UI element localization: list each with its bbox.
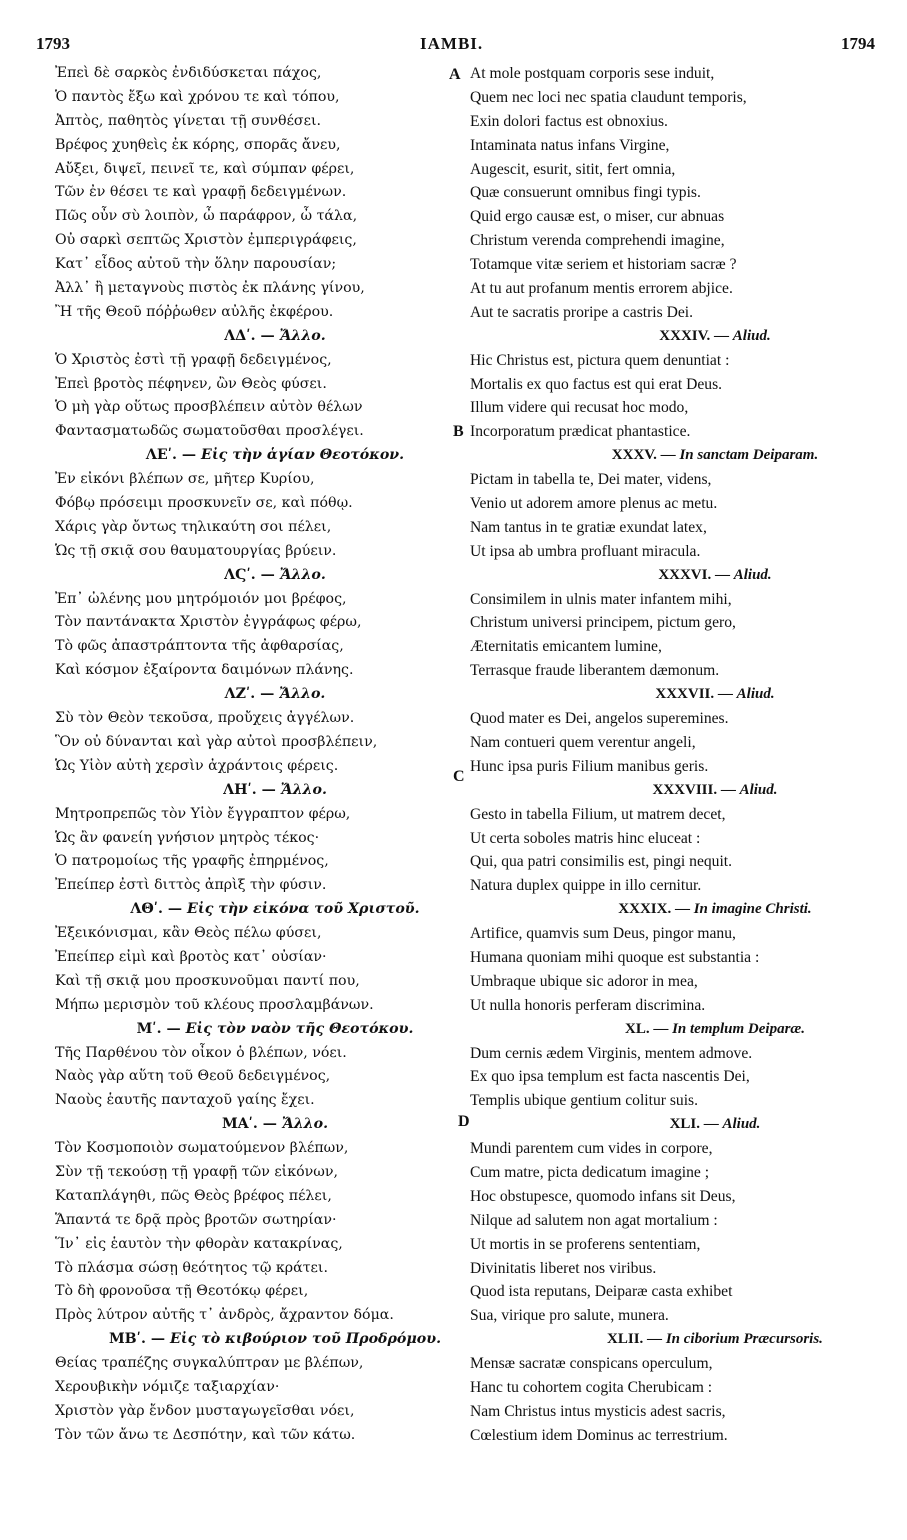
greek-verse-line: Ἀπτὸς, παθητὸς γίνεται τῇ συνθέσει. xyxy=(55,112,322,129)
greek-verse-line: Φαντασματωδῶς σωματοῦσθαι προσλέγει. xyxy=(55,423,364,440)
greek-heading xyxy=(55,779,445,803)
latin-verse-line: Cum matre, picta dedicatum imagine ; xyxy=(470,1163,710,1181)
heading-title: Εἰς τὴν ἁγίαν Θεοτόκον. xyxy=(201,447,405,464)
latin-column xyxy=(470,62,890,1448)
latin-verse-line: Templis ubique gentium colitur suis. xyxy=(470,1092,699,1110)
greek-verse-line: Ἐν εἰκόνι βλέπων σε, μῆτερ Κυρίου, xyxy=(55,471,315,488)
heading-number: ΛΖʹ. — xyxy=(224,686,280,703)
latin-verse-line: Dum cernis ædem Virginis, mentem admove. xyxy=(470,1044,753,1062)
heading-number: XL. — xyxy=(624,1020,673,1037)
latin-verse-line: Sua, virique pro salute, munera. xyxy=(470,1307,669,1325)
running-title: IAMBI. xyxy=(420,34,484,53)
heading-number: Μʹ. — xyxy=(136,1020,186,1037)
heading-title: In ciborium Præcursoris. xyxy=(665,1331,823,1348)
greek-verse-line: Μήπω μερισμὸν τοῦ κλέους προσλαμβάνων. xyxy=(55,996,374,1013)
heading-number: ΜΑʹ. — xyxy=(221,1116,282,1133)
greek-verse-line: Ὁ πατρομοίως τῆς γραφῆς ἐπηρμένος, xyxy=(55,853,329,870)
latin-heading xyxy=(470,444,890,468)
greek-verse-line: Χριστὸν γὰρ ἔνδον μυσταγωγεῖσθαι νόει, xyxy=(55,1402,355,1419)
greek-verse-line: Καὶ κόσμον ἐξαίροντα δαιμόνων πλάνης. xyxy=(55,662,354,679)
greek-verse-line: Ἐπεὶ δὲ σαρκὸς ἐνδιδύσκεται πάχος, xyxy=(55,65,322,81)
heading-number: XXXVIII. — xyxy=(652,781,740,798)
greek-verse-line: Πρὸς λύτρον αὐτῆς τ᾽ ἀνδρὸς, ἄχραντον δόμα. xyxy=(55,1307,394,1324)
heading-number: XLI. — xyxy=(669,1116,723,1133)
greek-verse-line: Χερουβικὴν νόμιζε ταξιαρχίαν· xyxy=(55,1378,280,1395)
greek-verse-line: Τὸν τῶν ἄνω τε Δεσπότην, καὶ τῶν κάτω. xyxy=(55,1426,356,1443)
greek-verse-line: Ἵν᾽ εἰς ἑαυτὸν τὴν φθορὰν κατακρίνας, xyxy=(55,1235,343,1252)
latin-verse-line: Nam Christus intus mysticis adest sacris, xyxy=(470,1402,726,1420)
latin-verse-line: Ex quo ipsa templum est facta nascentis Dei, xyxy=(470,1068,750,1086)
latin-verse-line: Cœlestium idem Dominus ac terrestrium. xyxy=(470,1426,728,1444)
heading-title: Ἄλλο. xyxy=(279,686,326,703)
heading-number: XXXVII. — xyxy=(655,686,737,703)
latin-verse-line: Quem nec loci nec spatia claudunt temporis, xyxy=(470,88,747,106)
latin-verse-line: Mensæ sacratæ conspicans operculum, xyxy=(470,1355,713,1373)
greek-verse-line: Τὸν Κοσμοποιὸν σωματούμενον βλέπων, xyxy=(55,1140,349,1157)
latin-verse-line: Hanc tu cohortem cogita Cherubicam : xyxy=(470,1378,713,1396)
greek-heading xyxy=(55,1018,445,1042)
greek-heading xyxy=(55,1328,445,1352)
greek-verse-line: Τῆς Παρθένου τὸν οἶκον ὁ βλέπων, νόει. xyxy=(55,1044,347,1061)
latin-verse-line: Quod ista reputans, Deiparæ casta exhibet xyxy=(470,1283,733,1301)
heading-number: ΛΘʹ. — xyxy=(130,901,188,918)
greek-verse-line: Μητροπρεπῶς τὸν Υἱὸν ἔγγραπτον φέρω, xyxy=(55,805,351,822)
latin-heading xyxy=(470,683,890,707)
greek-verse-line: Τὸ δὴ φρονοῦσα τῇ Θεοτόκῳ φέρει, xyxy=(55,1283,309,1300)
heading-number: XLII. — xyxy=(607,1331,666,1348)
greek-verse-line: Χάρις γὰρ ὄντως τηλικαύτη σοι πέλει, xyxy=(55,518,332,535)
heading-title: Εἰς τὸν ναὸν τῆς Θεοτόκου. xyxy=(185,1020,414,1037)
greek-verse-line: Τὸ φῶς ἀπαστράπτοντα τῆς ἀφθαρσίας, xyxy=(55,638,344,655)
latin-heading xyxy=(470,325,890,349)
latin-verse-line: Æternitatis emicantem lumine, xyxy=(470,638,662,656)
greek-heading xyxy=(55,564,445,588)
latin-heading xyxy=(470,564,890,588)
latin-verse-line: At mole postquam corporis sese induit, xyxy=(470,65,715,82)
greek-verse-line: Ἐπεὶ βροτὸς πέφηνεν, ὢν Θεὸς φύσει. xyxy=(55,375,327,392)
heading-title: Ἄλλο. xyxy=(281,1116,329,1133)
latin-verse-line: Mortalis ex quo factus est qui erat Deus. xyxy=(470,375,723,393)
heading-number: ΛΗʹ. — xyxy=(223,781,281,798)
page-number-left: 1793 xyxy=(36,34,70,53)
latin-heading xyxy=(470,1113,890,1137)
latin-verse-line: Nam contueri quem verentur angeli, xyxy=(470,733,696,751)
latin-verse-line: Incorporatum prædicat phantastice. xyxy=(470,423,691,441)
latin-verse-line: Venio ut adorem amore plenus ac metu. xyxy=(470,495,718,513)
greek-verse-line: Ἅπαντά τε δρᾷ πρὸς βροτῶν σωτηρίαν· xyxy=(55,1211,337,1228)
greek-verse-line: Ὁ παντὸς ἔξω καὶ χρόνου τε καὶ τόπου, xyxy=(55,88,340,105)
margin-letter-a: A xyxy=(449,66,461,83)
latin-verse-line: Hoc obstupesce, quomodo infans sit Deus, xyxy=(470,1187,736,1205)
latin-verse-line: Christum verenda comprehendi imagine, xyxy=(470,232,725,250)
greek-verse-line: Κατ᾽ εἶδος αὐτοῦ τὴν ὅλην παρουσίαν; xyxy=(55,256,337,273)
heading-title: Ἄλλο. xyxy=(279,327,326,344)
latin-verse-line: Aut te sacratis proripe a castris Dei. xyxy=(470,303,693,321)
latin-verse-line: Christum universi principem, pictum gero, xyxy=(470,614,736,632)
heading-title: Aliud. xyxy=(732,327,771,344)
greek-verse-line: Αὔξει, διψεῖ, πεινεῖ τε, καὶ σύμπαν φέρει, xyxy=(55,160,355,177)
latin-verse-line: Qui, qua patri consimilis est, pingi nequit. xyxy=(470,853,733,871)
greek-heading xyxy=(55,898,445,922)
greek-verse-line: Σὺ τὸν Θεὸν τεκοῦσα, προὔχεις ἀγγέλων. xyxy=(55,710,355,727)
latin-verse-line: Consimilem in ulnis mater infantem mihi, xyxy=(470,590,732,608)
greek-verse-line: Τὸ πλάσμα σώσῃ θεότητος τῷ κράτει. xyxy=(55,1259,328,1276)
greek-verse-line: Ἐξεικόνισμαι, κἂν Θεὸς πέλω φύσει, xyxy=(55,925,322,942)
latin-verse-line: Terrasque fraude liberantem dæmonum. xyxy=(470,662,720,680)
greek-verse-line: Ἢ τῆς Θεοῦ πόῤῥωθεν αὐλῆς ἐκφέρου. xyxy=(55,303,334,320)
latin-verse-line: Nam tantus in te gratiæ exundat latex, xyxy=(470,518,707,536)
latin-verse-line: Ut ipsa ab umbra profluant miracula. xyxy=(470,542,701,560)
latin-heading xyxy=(470,1328,890,1352)
heading-title: Εἰς τὴν εἰκόνα τοῦ Χριστοῦ. xyxy=(187,901,420,918)
latin-verse-line: Humana quoniam mihi quoque est substantia : xyxy=(470,948,760,966)
greek-heading xyxy=(55,444,445,468)
heading-title: Aliud. xyxy=(722,1116,761,1133)
greek-verse-line: Καὶ τῇ σκιᾷ μου προσκυνοῦμαι παντί που, xyxy=(55,972,360,989)
latin-verse-line: Intaminata natus infans Virgine, xyxy=(470,136,670,154)
greek-verse-line: Οὐ σαρκὶ σεπτῶς Χριστὸν ἐμπεριγράφεις, xyxy=(55,232,357,249)
latin-verse-line: Hunc ipsa puris Filium manibus geris. xyxy=(470,757,709,775)
latin-verse-line: Illum videre qui recusat hoc modo, xyxy=(470,399,689,417)
latin-verse-line: Umbraque ubique sic adoror in mea, xyxy=(470,972,698,990)
latin-verse-line: Natura duplex quippe in illo cernitur. xyxy=(470,877,702,895)
heading-title: In templum Deiparæ. xyxy=(672,1020,806,1037)
latin-verse-line: At tu aut profanum mentis errorem abjice. xyxy=(470,280,733,298)
greek-verse-line: Καταπλάγηθι, πῶς Θεὸς βρέφος πέλει, xyxy=(55,1187,332,1204)
greek-verse-line: Ὡς Υἱὸν αὐτὴ χερσὶν ἀχράντοις φέρεις. xyxy=(55,757,339,774)
heading-number: XXXVI. — xyxy=(658,566,734,583)
greek-verse-line: Ὃν οὐ δύνανται καὶ γὰρ αὐτοὶ προσβλέπειν, xyxy=(55,733,378,750)
greek-verse-line: Φόβῳ πρόσειμι προσκυνεῖν σε, καὶ πόθῳ. xyxy=(55,495,353,512)
greek-verse-line: Πῶς οὖν σὺ λοιπὸν, ὦ παράφρον, ὦ τάλα, xyxy=(55,208,358,225)
latin-heading xyxy=(470,779,890,803)
greek-verse-line: Βρέφος χυηθεὶς ἐκ κόρης, σπορᾶς ἄνευ, xyxy=(55,136,341,153)
greek-heading xyxy=(55,1113,445,1137)
heading-number: XXXV. — xyxy=(611,447,680,464)
latin-verse-line: Ut mortis in se proferens sententiam, xyxy=(470,1235,701,1253)
heading-number: XXXIV. — xyxy=(659,327,733,344)
latin-verse-line: Totamque vitæ seriem et historiam sacræ ? xyxy=(470,256,737,274)
margin-letter-b: B xyxy=(453,423,464,440)
greek-heading xyxy=(55,683,445,707)
latin-verse-line: Augescit, esurit, sitit, fert omnia, xyxy=(470,160,676,178)
latin-verse-line: Hic Christus est, pictura quem denuntiat : xyxy=(470,351,730,369)
latin-heading xyxy=(470,1018,890,1042)
latin-verse-line: Quæ consuerunt omnibus fingi typis. xyxy=(470,184,701,202)
greek-verse-line: Ναὸς γὰρ αὕτη τοῦ Θεοῦ δεδειγμένος, xyxy=(55,1068,331,1085)
latin-heading xyxy=(470,898,890,922)
heading-title: In sanctam Deiparam. xyxy=(679,447,819,464)
latin-verse-line: Ut certa soboles matris hinc eluceat : xyxy=(470,829,701,847)
heading-number: ΜΒʹ. — xyxy=(108,1331,170,1348)
latin-verse-line: Mundi parentem cum vides in corpore, xyxy=(470,1140,713,1158)
heading-title: Εἰς τὸ κιβούριον τοῦ Προδρόμου. xyxy=(169,1331,442,1348)
heading-number: XXXIX. — xyxy=(618,901,694,918)
greek-verse-line: Ἀλλ᾽ ἢ μεταγνοὺς πιστὸς ἐκ πλάνης γίνου, xyxy=(55,280,365,297)
heading-number: ΛϚʹ. — xyxy=(224,566,280,583)
latin-verse-line: Quid ergo causæ est, o miser, cur abnuas xyxy=(470,208,725,226)
greek-verse-line: Ὁ Χριστὸς ἐστὶ τῇ γραφῇ δεδειγμένος, xyxy=(55,351,332,368)
greek-verse-line: Θείας τραπέζης συγκαλύπτραν με βλέπων, xyxy=(55,1355,364,1372)
latin-verse-line: Artifice, quamvis sum Deus, pingor manu, xyxy=(470,925,736,943)
greek-verse-line: Τὸν παντάνακτα Χριστὸν ἐγγράφως φέρω, xyxy=(55,614,362,631)
greek-verse-line: Ναοὺς ἑαυτῆς πανταχοῦ γαίης ἔχει. xyxy=(55,1092,315,1109)
heading-number: ΛΔʹ. — xyxy=(224,327,280,344)
page-number-right: 1794 xyxy=(841,34,875,53)
heading-title: Aliud. xyxy=(733,566,772,583)
margin-letter-d: D xyxy=(458,1113,470,1130)
latin-verse-line: Nilque ad salutem non agat mortalium : xyxy=(470,1211,718,1229)
latin-verse-line: Exin dolori factus est obnoxius. xyxy=(470,112,668,130)
latin-verse-line: Divinitatis liberet nos viribus. xyxy=(470,1259,657,1277)
greek-verse-line: Τῶν ἐν θέσει τε καὶ γραφῇ δεδειγμένων. xyxy=(55,184,347,201)
greek-verse-line: Ὡς τῇ σκιᾷ σου θαυματουργίας βρύειν. xyxy=(55,542,337,559)
greek-verse-line: Σὺν τῇ τεκούσῃ τῇ γραφῇ τῶν εἰκόνων, xyxy=(55,1163,338,1180)
latin-verse-line: Pictam in tabella te, Dei mater, videns, xyxy=(470,471,712,489)
greek-heading xyxy=(55,325,445,349)
greek-verse-line: Ὡς ἂν φανείη γνήσιον μητρὸς τέκος· xyxy=(55,829,320,846)
latin-verse-line: Quod mater es Dei, angelos superemines. xyxy=(470,710,729,728)
heading-title: Aliud. xyxy=(739,781,778,798)
latin-verse-line: Ut nulla honoris perferam discrimina. xyxy=(470,996,706,1014)
greek-verse-line: Ἐπείπερ ἐστὶ διττὸς ἀπρὶξ τὴν φύσιν. xyxy=(55,877,327,894)
heading-title: Ἄλλο. xyxy=(279,566,326,583)
greek-verse-line: Ἐπείπερ εἰμὶ καὶ βροτὸς κατ᾽ οὐσίαν· xyxy=(55,948,327,965)
greek-column xyxy=(55,62,445,1448)
latin-verse-line: Gesto in tabella Filium, ut matrem decet, xyxy=(470,805,726,823)
margin-letter-c: C xyxy=(453,768,465,785)
greek-verse-line: Ἐπ᾽ ὠλένης μου μητρόμοιόν μοι βρέφος, xyxy=(55,590,347,607)
heading-title: In imagine Christi. xyxy=(693,901,812,918)
heading-title: Ἄλλο. xyxy=(280,781,327,798)
heading-title: Aliud. xyxy=(736,686,775,703)
greek-verse-line: Ὁ μὴ γὰρ οὕτως προσβλέπειν αὐτὸν θέλων xyxy=(55,399,363,416)
heading-number: ΛΕʹ. — xyxy=(145,447,201,464)
